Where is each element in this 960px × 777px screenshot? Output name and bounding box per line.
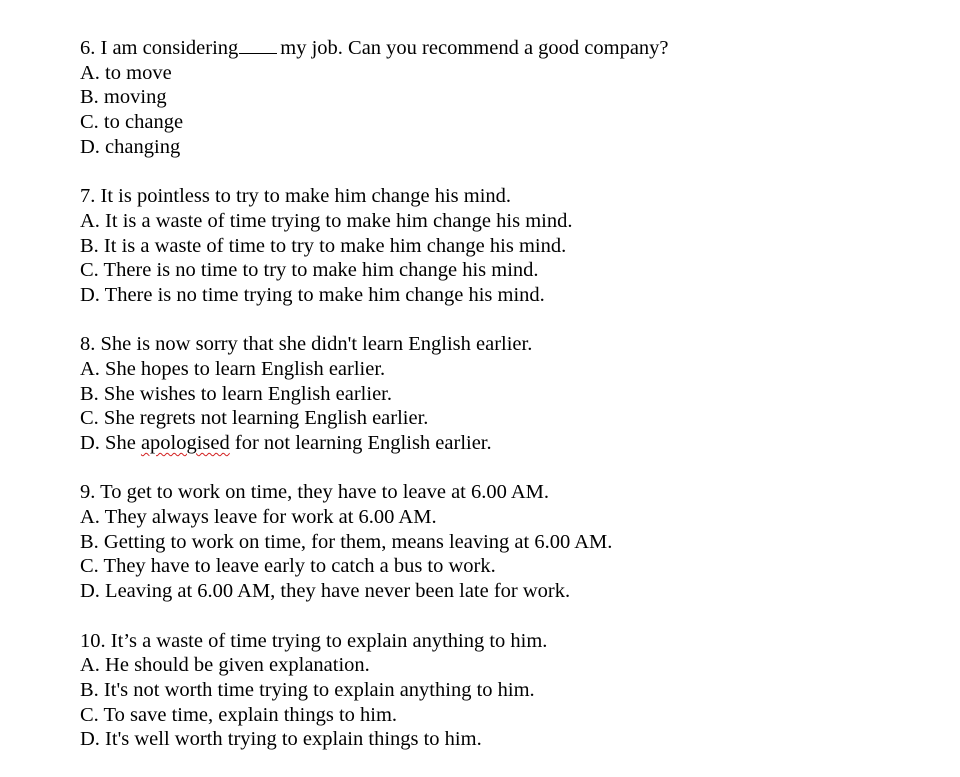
question-7-stem: 7. It is pointless to try to make him change his mind. xyxy=(80,185,512,208)
question-8-stem: 8. She is now sorry that she didn't learn English earlier. xyxy=(80,333,533,356)
question-7 xyxy=(80,184,940,307)
question-10-option-a: A. He should be given explanation. xyxy=(80,654,370,677)
question-9-option-b: B. Getting to work on time, for them, means leaving at 6.00 AM. xyxy=(80,530,613,553)
spellcheck-flagged-word[interactable]: apologised xyxy=(140,432,230,454)
question-9-stem: 9. To get to work on time, they have to leave at 6.00 AM. xyxy=(80,481,550,504)
question-8-option-b: B. She wishes to learn English earlier. xyxy=(80,382,392,405)
question-6-option-a: A. to move xyxy=(80,61,172,84)
question-8-option-c: C. She regrets not learning English earlier. xyxy=(80,407,429,430)
question-6-stem-after: my job. Can you recommend a good company? xyxy=(280,37,669,59)
question-10-option-b: B. It's not worth time trying to explain anything to him. xyxy=(80,678,535,701)
option-d-text-after: for not learning English earlier. xyxy=(229,432,492,454)
question-10 xyxy=(80,629,940,752)
question-6-option-d: D. changing xyxy=(80,135,181,158)
question-8-option-a: A. She hopes to learn English earlier. xyxy=(80,357,386,380)
question-7-option-d: D. There is no time trying to make him change his mind. xyxy=(80,283,545,306)
question-6 xyxy=(80,36,940,159)
question-6-option-c: C. to change xyxy=(80,111,184,134)
question-10-stem: 10. It’s a waste of time trying to explain anything to him. xyxy=(80,629,548,652)
question-10-option-c: C. To save time, explain things to him. xyxy=(80,703,398,726)
question-8-option-d xyxy=(80,431,940,456)
question-10-option-d: D. It's well worth trying to explain things to him. xyxy=(80,728,482,751)
option-d-text-before: D. She xyxy=(80,432,141,454)
question-7-option-b: B. It is a waste of time to try to make him change his mind. xyxy=(80,234,567,257)
question-6-stem-before: 6. I am considering xyxy=(80,37,239,59)
answer-blank xyxy=(239,38,277,54)
question-6-stem xyxy=(80,36,940,61)
question-7-option-a: A. It is a waste of time trying to make him change his mind. xyxy=(80,209,573,232)
question-9-option-a: A. They always leave for work at 6.00 AM. xyxy=(80,506,437,529)
document-page xyxy=(80,36,940,777)
question-9 xyxy=(80,480,940,603)
question-7-option-c: C. There is no time to try to make him change his mind. xyxy=(80,259,539,282)
question-8 xyxy=(80,332,940,455)
question-6-option-b: B. moving xyxy=(80,86,167,109)
question-9-option-d: D. Leaving at 6.00 AM, they have never been late for work. xyxy=(80,580,571,603)
question-9-option-c: C. They have to leave early to catch a bus to work. xyxy=(80,555,496,578)
